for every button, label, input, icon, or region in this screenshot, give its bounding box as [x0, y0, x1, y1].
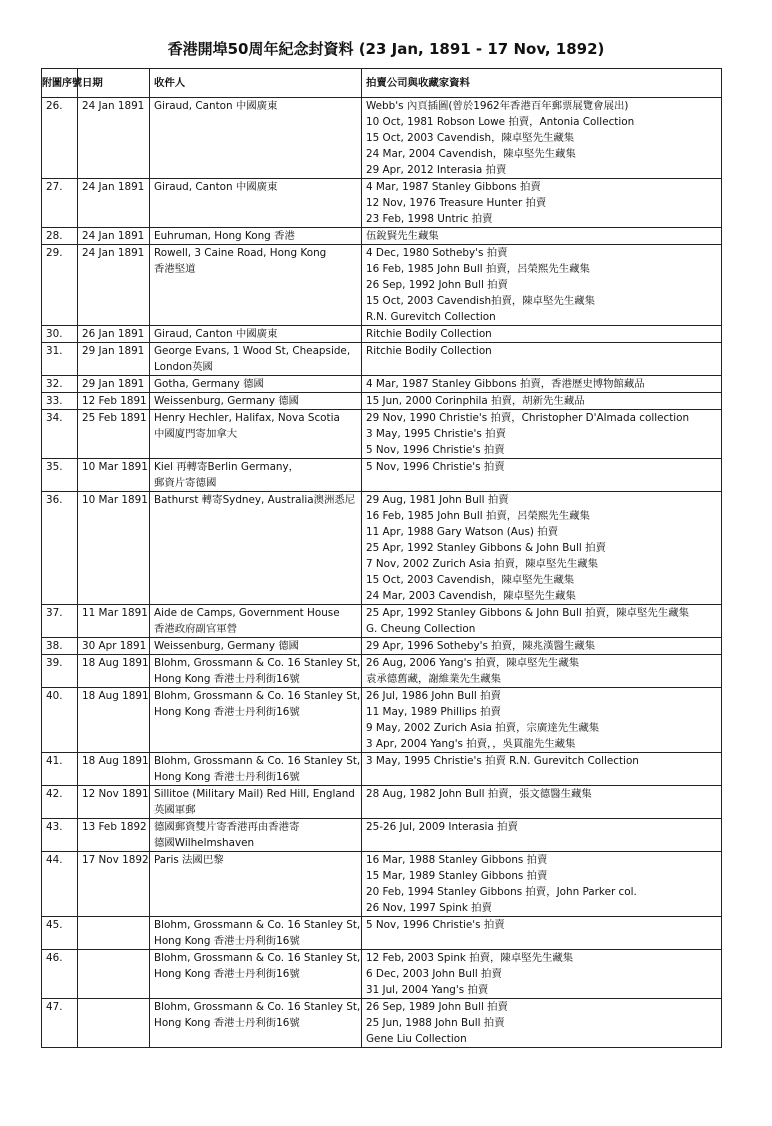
records-table [41, 68, 722, 1048]
recipient-line: Hong Kong 香港士丹利街16號 [154, 706, 300, 718]
row-date: 18 Aug 1891 [78, 688, 150, 753]
auction-line: 5 Nov, 1996 Christie's 拍賣 [366, 444, 505, 456]
row-recipient [150, 605, 362, 638]
row-number: 39. [42, 655, 78, 688]
row-recipient [150, 228, 362, 245]
row-auction-info [362, 98, 722, 179]
row-date: 25 Feb 1891 [78, 410, 150, 459]
auction-line: 5 Nov, 1996 Christie's 拍賣 [366, 461, 505, 473]
auction-line: Ritchie Bodily Collection [366, 345, 492, 357]
auction-line: 25-26 Jul, 2009 Interasia 拍賣 [366, 821, 518, 833]
row-date: 30 Apr 1891 [78, 638, 150, 655]
auction-line: 26 Sep, 1989 John Bull 拍賣 [366, 1001, 508, 1013]
row-recipient [150, 950, 362, 999]
table-row [42, 492, 722, 605]
auction-line: 4 Mar, 1987 Stanley Gibbons 拍賣 [366, 181, 541, 193]
row-auction-info [362, 376, 722, 393]
row-date: 24 Jan 1891 [78, 228, 150, 245]
row-number: 38. [42, 638, 78, 655]
auction-line: 9 May, 2002 Zurich Asia 拍賣，宗廣達先生藏集 [366, 722, 600, 734]
auction-line: Webb's 內頁插圖(曾於1962年香港百年郵票展覽會展出) [366, 100, 629, 112]
auction-line: 袁承德舊藏，謝維業先生藏集 [366, 673, 502, 685]
row-number: 28. [42, 228, 78, 245]
row-number: 37. [42, 605, 78, 638]
auction-line: 11 Apr, 1988 Gary Watson (Aus) 拍賣 [366, 526, 559, 538]
row-date: 24 Jan 1891 [78, 98, 150, 179]
recipient-line: Giraud, Canton 中國廣東 [154, 181, 278, 193]
recipient-line: Blohm, Grossmann & Co. 16 Stanley St, [154, 919, 361, 931]
auction-line: 25 Apr, 1992 Stanley Gibbons & John Bull 拍賣，陳卓堅先生藏集 [366, 607, 689, 619]
row-recipient [150, 638, 362, 655]
row-recipient [150, 655, 362, 688]
recipient-line: Hong Kong 香港士丹利街16號 [154, 968, 300, 980]
row-auction-info [362, 245, 722, 326]
auction-line: 5 Nov, 1996 Christie's 拍賣 [366, 919, 505, 931]
table-row [42, 852, 722, 917]
recipient-line: Gotha, Germany 德國 [154, 378, 264, 390]
recipient-line: George Evans, 1 Wood St, Cheapside, [154, 345, 351, 357]
row-date: 10 Mar 1891 [78, 459, 150, 492]
table-row [42, 999, 722, 1048]
recipient-line: Paris 法國巴黎 [154, 854, 224, 866]
row-auction-info [362, 638, 722, 655]
table-header-row [42, 69, 722, 98]
recipient-line: 英國軍郵 [154, 804, 196, 816]
recipient-line: Blohm, Grossmann & Co. 16 Stanley St, [154, 755, 361, 767]
recipient-line: Giraud, Canton 中國廣東 [154, 328, 278, 340]
row-number: 29. [42, 245, 78, 326]
auction-line: 15 Jun, 2000 Corinphila 拍賣，胡新先生藏品 [366, 395, 585, 407]
recipient-line: Hong Kong 香港士丹利街16號 [154, 935, 300, 947]
row-number: 41. [42, 753, 78, 786]
row-auction-info [362, 917, 722, 950]
row-auction-info [362, 819, 722, 852]
row-number: 40. [42, 688, 78, 753]
auction-line: 3 Apr, 2004 Yang's 拍賣，，吳貫龍先生藏集 [366, 738, 576, 750]
row-number: 32. [42, 376, 78, 393]
header-auction: 拍賣公司與收藏家資料 [362, 69, 722, 98]
header-date: 日期 [78, 69, 150, 98]
auction-line: 7 Nov, 2002 Zurich Asia 拍賣，陳卓堅先生藏集 [366, 558, 598, 570]
auction-line: 15 Oct, 2003 Cavendish拍賣，陳卓堅先生藏集 [366, 295, 595, 307]
page-title: 香港開埠50周年紀念封資料 (23 Jan, 1891 - 17 Nov, 1892) [167, 40, 605, 58]
row-auction-info [362, 688, 722, 753]
table-row [42, 393, 722, 410]
row-number: 46. [42, 950, 78, 999]
row-recipient [150, 753, 362, 786]
auction-line: 3 May, 1995 Christie's 拍賣 R.N. Gurevitch Collection [366, 755, 639, 767]
auction-line: 11 May, 1989 Phillips 拍賣 [366, 706, 501, 718]
row-recipient [150, 786, 362, 819]
table-row [42, 343, 722, 376]
row-auction-info [362, 999, 722, 1048]
header-number: 附圖序號 [42, 69, 78, 98]
recipient-line: 中國廈門寄加拿大 [154, 428, 238, 440]
auction-line: 29 Apr, 2012 Interasia 拍賣 [366, 164, 507, 176]
recipient-line: 德國郵資雙片寄香港再由香港寄 [154, 821, 300, 833]
row-auction-info [362, 459, 722, 492]
recipient-line: Bathurst 轉寄Sydney, Australia澳洲悉尼 [154, 494, 356, 506]
recipient-line: Blohm, Grossmann & Co. 16 Stanley St, [154, 1001, 361, 1013]
auction-line: 6 Dec, 2003 John Bull 拍賣 [366, 968, 502, 980]
row-date: 17 Nov 1892 [78, 852, 150, 917]
row-number: 26. [42, 98, 78, 179]
row-date: 18 Aug 1891 [78, 753, 150, 786]
row-number: 42. [42, 786, 78, 819]
auction-line: Ritchie Bodily Collection [366, 328, 492, 340]
row-recipient [150, 245, 362, 326]
auction-line: 28 Aug, 1982 John Bull 拍賣，張文德醫生藏集 [366, 788, 592, 800]
row-auction-info [362, 786, 722, 819]
row-auction-info [362, 950, 722, 999]
row-date [78, 950, 150, 999]
row-auction-info [362, 179, 722, 228]
auction-line: 15 Mar, 1989 Stanley Gibbons 拍賣 [366, 870, 548, 882]
auction-line: 24 Mar, 2003 Cavendish，陳卓堅先生藏集 [366, 590, 576, 602]
auction-line: 31 Jul, 2004 Yang's 拍賣 [366, 984, 489, 996]
row-date: 26 Jan 1891 [78, 326, 150, 343]
table-row [42, 376, 722, 393]
auction-line: 26 Aug, 2006 Yang's 拍賣，陳卓堅先生藏集 [366, 657, 580, 669]
auction-line: 16 Feb, 1985 John Bull 拍賣，呂榮熙先生藏集 [366, 510, 590, 522]
auction-line: 4 Mar, 1987 Stanley Gibbons 拍賣，香港歷史博物館藏品 [366, 378, 645, 390]
row-auction-info [362, 410, 722, 459]
row-date: 18 Aug 1891 [78, 655, 150, 688]
row-number: 33. [42, 393, 78, 410]
auction-line: 16 Mar, 1988 Stanley Gibbons 拍賣 [366, 854, 548, 866]
recipient-line: Hong Kong 香港士丹利街16號 [154, 1017, 300, 1029]
row-recipient [150, 917, 362, 950]
auction-line: R.N. Gurevitch Collection [366, 311, 496, 323]
row-recipient [150, 819, 362, 852]
recipient-line: Hong Kong 香港士丹利街16號 [154, 771, 300, 783]
auction-line: 29 Aug, 1981 John Bull 拍賣 [366, 494, 509, 506]
auction-line: 26 Sep, 1992 John Bull 拍賣 [366, 279, 508, 291]
row-recipient [150, 376, 362, 393]
row-date [78, 999, 150, 1048]
table-row [42, 98, 722, 179]
auction-line: 23 Feb, 1998 Untric 拍賣 [366, 213, 493, 225]
auction-line: 15 Oct, 2003 Cavendish，陳卓堅先生藏集 [366, 132, 575, 144]
recipient-line: Sillitoe (Military Mail) Red Hill, England [154, 788, 355, 800]
row-recipient [150, 852, 362, 917]
auction-line: 26 Jul, 1986 John Bull 拍賣 [366, 690, 501, 702]
table-row [42, 753, 722, 786]
row-recipient [150, 343, 362, 376]
table-row [42, 950, 722, 999]
row-date: 24 Jan 1891 [78, 245, 150, 326]
row-recipient [150, 326, 362, 343]
row-auction-info [362, 228, 722, 245]
recipient-line: Giraud, Canton 中國廣東 [154, 100, 278, 112]
row-recipient [150, 179, 362, 228]
row-recipient [150, 999, 362, 1048]
recipient-line: Blohm, Grossmann & Co. 16 Stanley St, [154, 952, 361, 964]
row-auction-info [362, 753, 722, 786]
row-number: 31. [42, 343, 78, 376]
auction-line: 29 Nov, 1990 Christie's 拍賣，Christopher D'Almada collection [366, 412, 690, 424]
table-row [42, 326, 722, 343]
table-row [42, 688, 722, 753]
recipient-line: Henry Hechler, Halifax, Nova Scotia [154, 412, 340, 424]
auction-line: 12 Nov, 1976 Treasure Hunter 拍賣 [366, 197, 547, 209]
table-row [42, 605, 722, 638]
row-recipient [150, 492, 362, 605]
recipient-line: 香港政府副官軍營 [154, 623, 238, 635]
table-row [42, 228, 722, 245]
row-date: 29 Jan 1891 [78, 376, 150, 393]
row-number: 35. [42, 459, 78, 492]
row-number: 34. [42, 410, 78, 459]
auction-line: 伍銳賢先生藏集 [366, 230, 439, 242]
auction-line: 24 Mar, 2004 Cavendish，陳卓堅先生藏集 [366, 148, 576, 160]
row-number: 45. [42, 917, 78, 950]
row-auction-info [362, 326, 722, 343]
auction-line: G. Cheung Collection [366, 623, 476, 635]
auction-line: 20 Feb, 1994 Stanley Gibbons 拍賣，John Parker col. [366, 886, 637, 898]
recipient-line: Weissenburg, Germany 德國 [154, 640, 300, 652]
auction-line: 25 Jun, 1988 John Bull 拍賣 [366, 1017, 505, 1029]
row-date: 29 Jan 1891 [78, 343, 150, 376]
row-number: 36. [42, 492, 78, 605]
table-row [42, 786, 722, 819]
auction-line: 10 Oct, 1981 Robson Lowe 拍賣，Antonia Collection [366, 116, 635, 128]
row-date: 13 Feb 1892 [78, 819, 150, 852]
recipient-line: Kiel 再轉寄Berlin Germany， [154, 461, 300, 473]
table-row [42, 245, 722, 326]
auction-line: 4 Dec, 1980 Sotheby's 拍賣 [366, 247, 508, 259]
table-row [42, 638, 722, 655]
row-auction-info [362, 852, 722, 917]
auction-line: Gene Liu Collection [366, 1033, 467, 1045]
table-row [42, 179, 722, 228]
auction-line: 29 Apr, 1996 Sotheby's 拍賣，陳兆漢醫生藏集 [366, 640, 596, 652]
recipient-line: Hong Kong 香港士丹利街16號 [154, 673, 300, 685]
recipient-line: London英國 [154, 361, 213, 373]
row-auction-info [362, 655, 722, 688]
recipient-line: 香港堅道 [154, 263, 196, 275]
table-row [42, 917, 722, 950]
recipient-line: Aide de Camps, Government House [154, 607, 340, 619]
row-date: 12 Nov 1891 [78, 786, 150, 819]
auction-line: 26 Nov, 1997 Spink 拍賣 [366, 902, 492, 914]
recipient-line: 郵資片寄德國 [154, 477, 217, 489]
row-recipient [150, 459, 362, 492]
row-date: 24 Jan 1891 [78, 179, 150, 228]
row-number: 44. [42, 852, 78, 917]
recipient-line: Blohm, Grossmann & Co. 16 Stanley St, [154, 657, 361, 669]
recipient-line: 德國Wilhelmshaven [154, 837, 255, 849]
row-recipient [150, 688, 362, 753]
header-recipient: 收件人 [150, 69, 362, 98]
row-recipient [150, 393, 362, 410]
row-date: 11 Mar 1891 [78, 605, 150, 638]
row-recipient [150, 410, 362, 459]
table-row [42, 459, 722, 492]
row-number: 43. [42, 819, 78, 852]
recipient-line: Rowell, 3 Caine Road, Hong Kong [154, 247, 327, 259]
row-auction-info [362, 343, 722, 376]
recipient-line: Euhruman, Hong Kong 香港 [154, 230, 295, 242]
auction-line: 15 Oct, 2003 Cavendish，陳卓堅先生藏集 [366, 574, 575, 586]
auction-line: 25 Apr, 1992 Stanley Gibbons & John Bull 拍賣 [366, 542, 606, 554]
row-auction-info [362, 492, 722, 605]
row-date [78, 917, 150, 950]
row-auction-info [362, 605, 722, 638]
table-row [42, 655, 722, 688]
recipient-line: Weissenburg, Germany 德國 [154, 395, 300, 407]
row-recipient [150, 98, 362, 179]
table-body [42, 98, 722, 1048]
row-date: 12 Feb 1891 [78, 393, 150, 410]
table-row [42, 819, 722, 852]
recipient-line: Blohm, Grossmann & Co. 16 Stanley St, [154, 690, 361, 702]
row-date: 10 Mar 1891 [78, 492, 150, 605]
table-row [42, 410, 722, 459]
row-number: 30. [42, 326, 78, 343]
auction-line: 3 May, 1995 Christie's 拍賣 [366, 428, 506, 440]
auction-line: 12 Feb, 2003 Spink 拍賣，陳卓堅先生藏集 [366, 952, 574, 964]
row-number: 27. [42, 179, 78, 228]
row-number: 47. [42, 999, 78, 1048]
row-auction-info [362, 393, 722, 410]
auction-line: 16 Feb, 1985 John Bull 拍賣，呂榮熙先生藏集 [366, 263, 590, 275]
